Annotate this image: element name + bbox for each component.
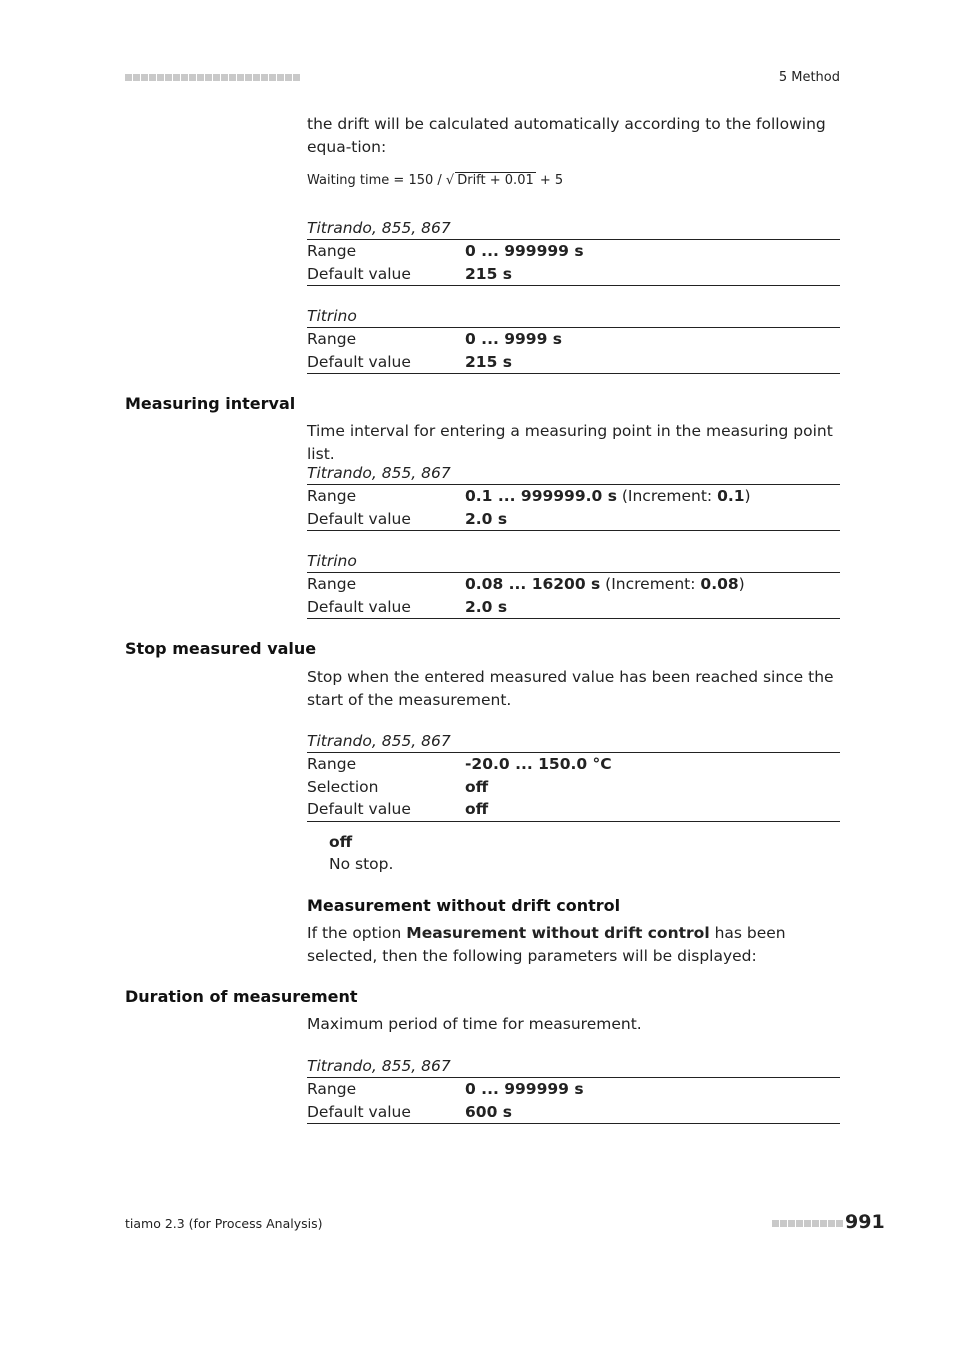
table-caption: Titrando, 855, 867 bbox=[307, 730, 840, 753]
measuring-interval-desc: Time interval for entering a measuring point in the measuring point list. bbox=[307, 422, 833, 463]
row-key: Default value bbox=[307, 264, 411, 283]
table-row bbox=[307, 508, 840, 531]
row-key: Range bbox=[307, 755, 357, 773]
increment-value: 0.08 bbox=[700, 575, 739, 593]
header-decoration bbox=[125, 74, 300, 81]
table-row bbox=[307, 351, 840, 374]
formula-tail: + 5 bbox=[535, 173, 564, 188]
row-key: Selection bbox=[307, 777, 379, 796]
intro-paragraph: the drift will be calculated automatically according to the following equa-tion: bbox=[307, 115, 826, 156]
measuring-interval-table-titrando bbox=[307, 462, 840, 531]
row-value: 600 s bbox=[465, 1102, 512, 1121]
page-number: 991 bbox=[845, 1211, 885, 1233]
table-row bbox=[307, 485, 840, 508]
stop-measured-value-heading: Stop measured value bbox=[125, 639, 317, 658]
measuring-interval-heading: Measuring interval bbox=[125, 394, 296, 413]
row-value: 215 s bbox=[465, 264, 512, 283]
row-key: Default value bbox=[307, 800, 411, 818]
formula-lhs: Waiting time = 150 / bbox=[307, 173, 446, 188]
increment-prefix: (Increment: bbox=[600, 575, 701, 593]
table-caption: Titrando, 855, 867 bbox=[307, 462, 840, 485]
table-row bbox=[307, 1078, 840, 1101]
row-key: Default value bbox=[307, 1102, 411, 1121]
row-value: 0 ... 999999 s bbox=[465, 1080, 584, 1098]
row-key: Range bbox=[307, 330, 357, 348]
stop-measured-value-desc: Stop when the entered measured value has been reached since the start of the measurement. bbox=[307, 668, 834, 709]
duration-heading: Duration of measurement bbox=[125, 987, 358, 1006]
table-row bbox=[307, 753, 840, 776]
without-drift-paragraph bbox=[307, 922, 842, 968]
increment-suffix: ) bbox=[744, 487, 751, 505]
increment-prefix: (Increment: bbox=[616, 487, 718, 505]
table-caption: Titrino bbox=[307, 550, 840, 573]
row-value: off bbox=[465, 777, 489, 796]
table-caption: Titrando, 855, 867 bbox=[307, 1055, 840, 1078]
row-key: Default value bbox=[307, 597, 411, 616]
increment-value: 0.1 bbox=[717, 487, 745, 505]
row-value: 2.0 s bbox=[465, 509, 508, 528]
row-key: Default value bbox=[307, 352, 411, 371]
row-key: Range bbox=[307, 487, 357, 505]
row-value: 0 ... 999999 s bbox=[465, 242, 584, 260]
footer-decoration bbox=[772, 1220, 843, 1227]
increment-suffix: ) bbox=[738, 575, 745, 593]
footer-product: tiamo 2.3 (for Process Analysis) bbox=[125, 1216, 323, 1231]
stop-measured-value-table bbox=[307, 730, 840, 822]
table-row bbox=[307, 240, 840, 263]
row-key: Range bbox=[307, 575, 357, 593]
table-row bbox=[307, 328, 840, 351]
without-drift-text-1: If the option bbox=[307, 924, 407, 942]
row-key: Range bbox=[307, 1080, 357, 1098]
table-row bbox=[307, 776, 840, 799]
row-value: -20.0 ... 150.0 °C bbox=[465, 755, 612, 773]
param-table-titrando bbox=[307, 217, 840, 286]
row-value: 0 ... 9999 s bbox=[465, 330, 563, 348]
row-value: off bbox=[465, 800, 489, 818]
row-key: Range bbox=[307, 242, 357, 260]
table-row bbox=[307, 1101, 840, 1124]
measuring-interval-table-titrino bbox=[307, 550, 840, 619]
row-value: 0.1 ... 999999.0 s bbox=[465, 487, 617, 505]
formula-radicand: Drift + 0.01 bbox=[457, 173, 534, 188]
param-table-titrino bbox=[307, 305, 840, 374]
option-desc: No stop. bbox=[329, 855, 394, 873]
without-drift-text-2: has been selected, then the following parameters will be displayed: bbox=[307, 924, 786, 965]
row-value: 215 s bbox=[465, 352, 512, 371]
table-row bbox=[307, 798, 840, 821]
row-value: 0.08 ... 16200 s bbox=[465, 575, 601, 593]
option-name: off bbox=[329, 833, 353, 851]
without-drift-heading: Measurement without drift control bbox=[307, 896, 621, 915]
table-caption: Titrino bbox=[307, 305, 840, 328]
table-row bbox=[307, 573, 840, 596]
table-caption: Titrando, 855, 867 bbox=[307, 217, 840, 240]
duration-table bbox=[307, 1055, 840, 1124]
table-row bbox=[307, 596, 840, 619]
without-drift-option: Measurement without drift control bbox=[406, 924, 710, 942]
section-title: 5 Method bbox=[778, 70, 840, 85]
waiting-time-formula: Waiting time = 150 / √ Drift + 0.01 + 5 bbox=[307, 173, 564, 188]
row-value: 2.0 s bbox=[465, 597, 508, 616]
row-key: Default value bbox=[307, 509, 411, 528]
table-row bbox=[307, 263, 840, 286]
duration-desc: Maximum period of time for measurement. bbox=[307, 1015, 642, 1033]
